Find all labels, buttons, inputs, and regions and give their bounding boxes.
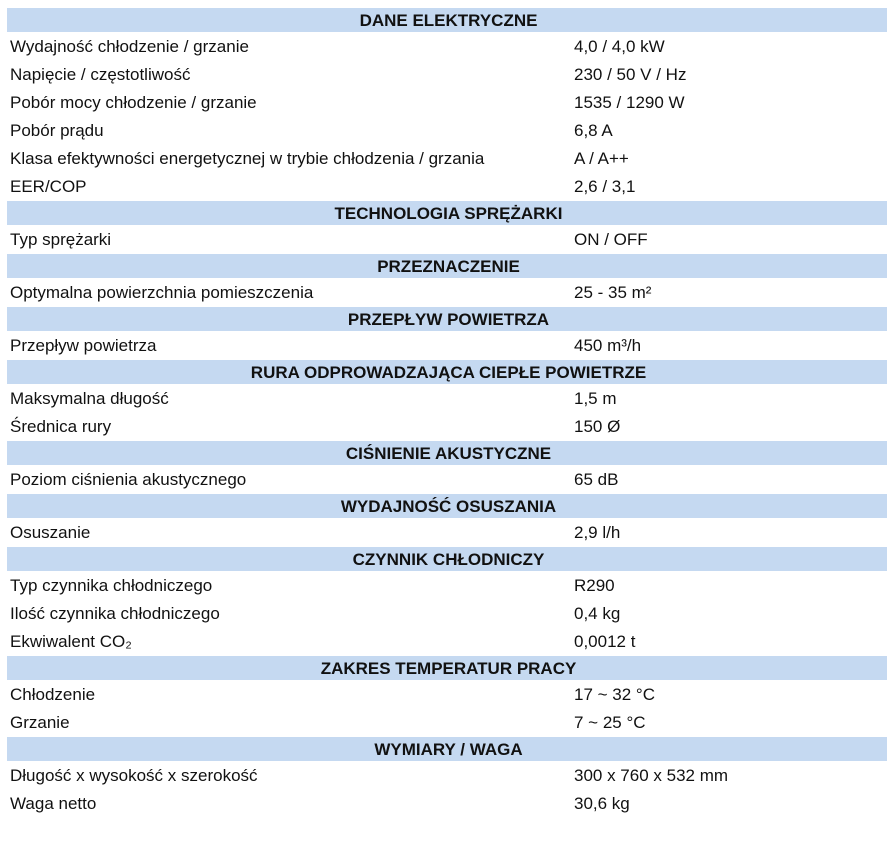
section-header — [7, 441, 887, 466]
spec-label: Osuszanie — [10, 522, 91, 542]
section-header — [7, 8, 887, 33]
spec-value: 1,5 m — [574, 388, 617, 408]
spec-value: 7 ~ 25 °C — [574, 712, 646, 732]
section-title: PRZEPŁYW POWIETRZA — [7, 307, 887, 332]
section-header — [7, 254, 887, 279]
spec-row — [7, 144, 887, 172]
section-header — [7, 547, 887, 572]
spec-row — [7, 278, 887, 307]
section-header — [7, 360, 887, 385]
spec-label: Maksymalna długość — [10, 388, 169, 408]
spec-table — [7, 7, 887, 817]
spec-value: 2,9 l/h — [574, 522, 621, 542]
spec-row — [7, 225, 887, 254]
spec-row — [7, 412, 887, 441]
section-header — [7, 201, 887, 226]
spec-row — [7, 60, 887, 88]
spec-label: Typ czynnika chłodniczego — [10, 575, 213, 595]
spec-label: Ekwiwalent CO₂ — [10, 631, 132, 651]
spec-value: 4,0 / 4,0 kW — [574, 36, 665, 56]
section-header — [7, 656, 887, 681]
spec-value: 300 x 760 x 532 mm — [574, 765, 729, 785]
spec-row — [7, 88, 887, 116]
spec-row — [7, 518, 887, 547]
spec-row — [7, 571, 887, 599]
spec-value: 450 m³/h — [574, 335, 642, 355]
spec-value: 65 dB — [574, 469, 619, 489]
spec-value: 6,8 A — [574, 120, 613, 140]
spec-value: 30,6 kg — [574, 793, 630, 813]
section-title: ZAKRES TEMPERATUR PRACY — [7, 656, 887, 681]
spec-value: 0,0012 t — [574, 631, 636, 651]
spec-row — [7, 116, 887, 144]
spec-label: Typ sprężarki — [10, 229, 112, 249]
spec-value: 230 / 50 V / Hz — [574, 64, 687, 84]
spec-row — [7, 627, 887, 656]
section-title: PRZEZNACZENIE — [7, 254, 887, 279]
spec-value: 25 - 35 m² — [574, 282, 652, 302]
spec-row — [7, 761, 887, 789]
spec-row — [7, 599, 887, 627]
spec-table-body — [7, 8, 887, 818]
spec-label: Napięcie / częstotliwość — [10, 64, 191, 84]
section-title: TECHNOLOGIA SPRĘŻARKI — [7, 201, 887, 226]
spec-label: Wydajność chłodzenie / grzanie — [10, 36, 249, 56]
spec-label: Długość x wysokość x szerokość — [10, 765, 258, 785]
spec-label: Poziom ciśnienia akustycznego — [10, 469, 247, 489]
spec-label: Klasa efektywności energetycznej w trybie chłodzenia / grzania — [10, 148, 485, 168]
spec-row — [7, 331, 887, 360]
spec-value: 17 ~ 32 °C — [574, 684, 655, 704]
spec-value: A / A++ — [574, 148, 629, 168]
spec-label: Pobór prądu — [10, 120, 104, 140]
spec-label: Optymalna powierzchnia pomieszczenia — [10, 282, 314, 302]
spec-label: Chłodzenie — [10, 684, 96, 704]
section-header — [7, 494, 887, 519]
spec-label: EER/COP — [10, 176, 87, 196]
spec-row — [7, 789, 887, 817]
spec-row — [7, 32, 887, 60]
spec-label: Ilość czynnika chłodniczego — [10, 603, 220, 623]
spec-value: ON / OFF — [574, 229, 648, 249]
section-title: CZYNNIK CHŁODNICZY — [7, 547, 887, 572]
spec-value: 2,6 / 3,1 — [574, 176, 636, 196]
spec-label: Przepływ powietrza — [10, 335, 157, 355]
section-title: WYDAJNOŚĆ OSUSZANIA — [7, 494, 887, 519]
section-title: RURA ODPROWADZAJĄCA CIEPŁE POWIETRZE — [7, 360, 887, 385]
spec-row — [7, 465, 887, 494]
section-header — [7, 737, 887, 762]
spec-label: Grzanie — [10, 712, 70, 732]
spec-label: Waga netto — [10, 793, 97, 813]
spec-row — [7, 172, 887, 201]
section-title: CIŚNIENIE AKUSTYCZNE — [7, 441, 887, 466]
spec-row — [7, 680, 887, 708]
spec-label: Pobór mocy chłodzenie / grzanie — [10, 92, 257, 112]
spec-value: 0,4 kg — [574, 603, 621, 623]
spec-value: R290 — [574, 575, 615, 595]
section-header — [7, 307, 887, 332]
spec-label: Średnica rury — [10, 416, 112, 436]
section-title: DANE ELEKTRYCZNE — [7, 8, 887, 33]
section-title: WYMIARY / WAGA — [7, 737, 887, 762]
spec-row — [7, 384, 887, 412]
spec-value: 1535 / 1290 W — [574, 92, 685, 112]
spec-row — [7, 708, 887, 737]
spec-value: 150 Ø — [574, 416, 621, 436]
